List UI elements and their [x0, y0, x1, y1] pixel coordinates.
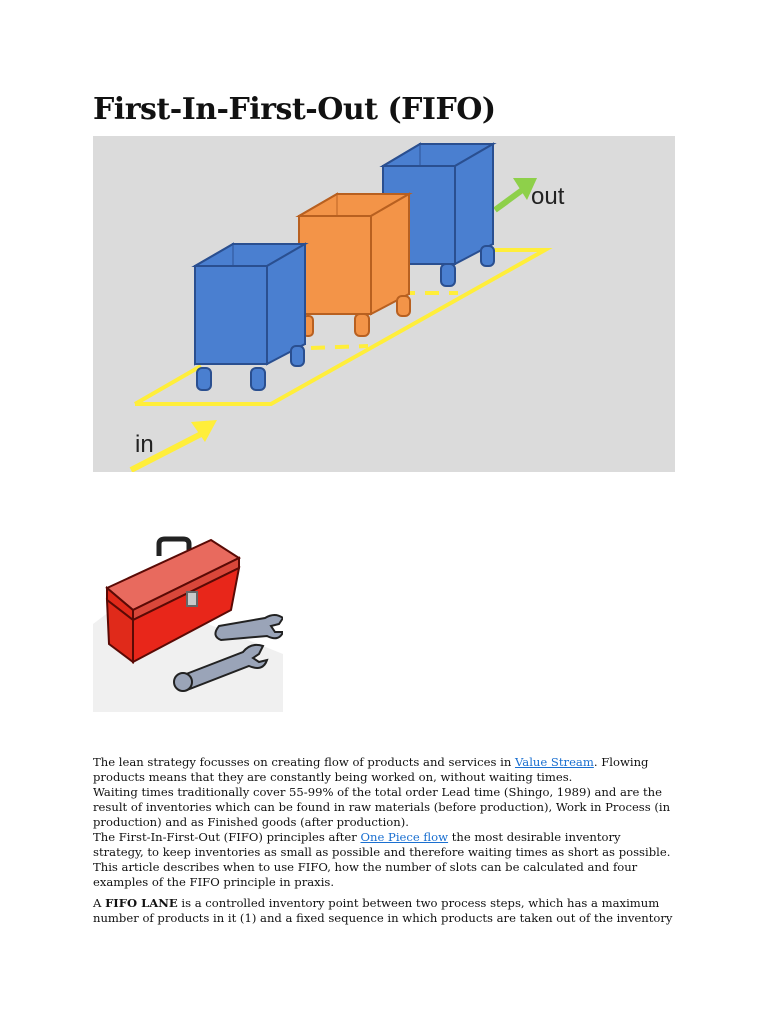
value-stream-link[interactable]: Value Stream — [514, 755, 594, 769]
paragraph-text: the most desirable inventory strategy, to keep inventories as small as possible and therefore waiting times as short as possible. This article describes when to use FIFO, how the number of slots can be calculated and four examples of the FIFO principle in praxis. — [93, 830, 671, 889]
in-label: in — [135, 431, 154, 458]
paragraph-text: The First-In-First-Out (FIFO) principles after — [93, 830, 361, 844]
paragraph-fifo-principle — [93, 830, 673, 890]
paragraph-text: A — [93, 896, 106, 910]
page-title: First-In-First-Out (FIFO) — [93, 92, 496, 127]
out-label: out — [531, 183, 565, 210]
blue-cart-front — [195, 244, 305, 390]
paragraph-text: . Flowing products means that they are constantly being worked on, without waiting times. — [93, 755, 649, 784]
toolbox-illustration — [93, 484, 283, 712]
paragraph-text: is a controlled inventory point between two process steps, which has a maximum number of products in it (1) and a fixed sequence in which products are taken out of the inventory — [93, 896, 673, 925]
paragraph-text: The lean strategy focusses on creating flow of products and services in — [93, 755, 515, 769]
fifo-diagram — [93, 136, 675, 472]
fifo-lane-term: FIFO LANE — [105, 896, 178, 910]
paragraph-fifo-lane — [93, 896, 673, 926]
one-piece-flow-link[interactable]: One Piece flow — [360, 830, 449, 844]
article-body — [93, 755, 673, 926]
paragraph-intro — [93, 755, 673, 785]
orange-cart — [299, 194, 410, 336]
paragraph-waiting-times: Waiting times traditionally cover 55-99% of the total order Lead time (Shingo, 1989) and are the result of inventories which can be found in raw materials (before production), Work in Process (in production) and as Finished goods (after production). — [93, 785, 671, 829]
